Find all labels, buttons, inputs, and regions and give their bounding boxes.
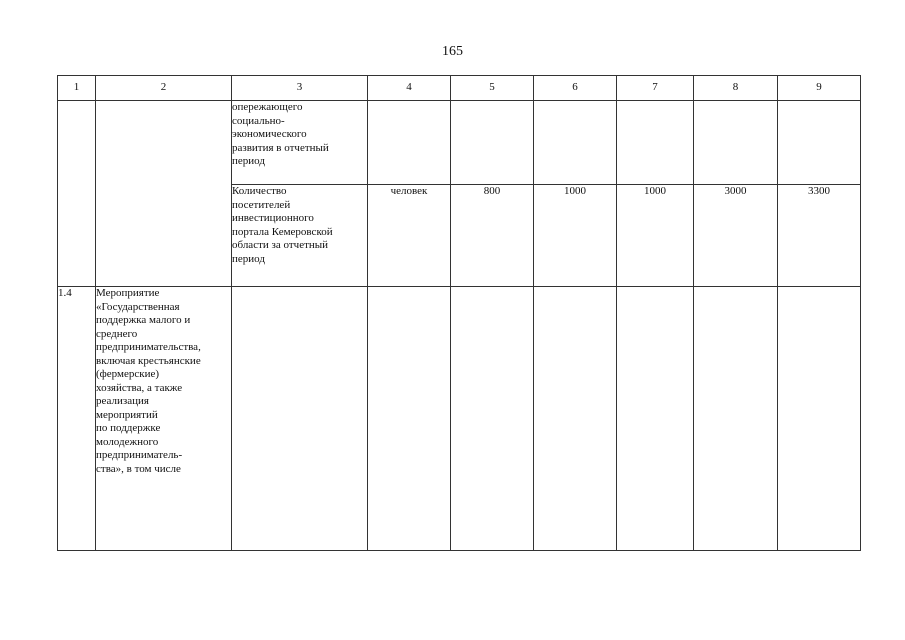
empty-cell [368,101,451,185]
empty-cell [232,287,368,551]
column-header: 4 [368,76,451,101]
unit-cell: человек [368,185,451,287]
column-header: 8 [694,76,778,101]
column-header: 6 [534,76,617,101]
indicator-text: Количество посетителей инвестиционного портала Кемеровской области за отчетный период [232,185,333,265]
empty-cell [534,287,617,551]
value-cell: 3300 [778,185,861,287]
item-number-cell: 1.4 [58,287,96,551]
header-row [58,76,861,101]
table-row [58,287,861,551]
column-header: 1 [58,76,96,101]
page-number: 165 [442,44,463,59]
column-header: 2 [96,76,232,101]
empty-cell [694,101,778,185]
column-header: 7 [617,76,694,101]
empty-cell [58,101,96,287]
value-cell: 1000 [534,185,617,287]
indicator-cell [232,185,368,287]
value-cell: 800 [451,185,534,287]
column-header: 9 [778,76,861,101]
column-header: 5 [451,76,534,101]
activity-name-text: Мероприятие «Государственная поддержка малого и среднего предпринимательства, включая крестьянские (фермерские) хозяйства, а также реализация мероприятий по поддержке молодежного предприниматель- ства», в том числе [96,287,201,475]
empty-cell [778,287,861,551]
indicator-cell [232,101,368,185]
empty-cell [534,101,617,185]
empty-cell [96,101,232,287]
document-table [57,75,861,551]
empty-cell [617,101,694,185]
empty-cell [368,287,451,551]
activity-name-cell [96,287,232,551]
empty-cell [778,101,861,185]
indicator-text: опережающего социально- экономического развития в отчетный период [232,101,329,167]
value-cell: 3000 [694,185,778,287]
empty-cell [451,101,534,185]
table-row [58,101,861,185]
empty-cell [617,287,694,551]
column-header: 3 [232,76,368,101]
value-cell: 1000 [617,185,694,287]
empty-cell [694,287,778,551]
empty-cell [451,287,534,551]
